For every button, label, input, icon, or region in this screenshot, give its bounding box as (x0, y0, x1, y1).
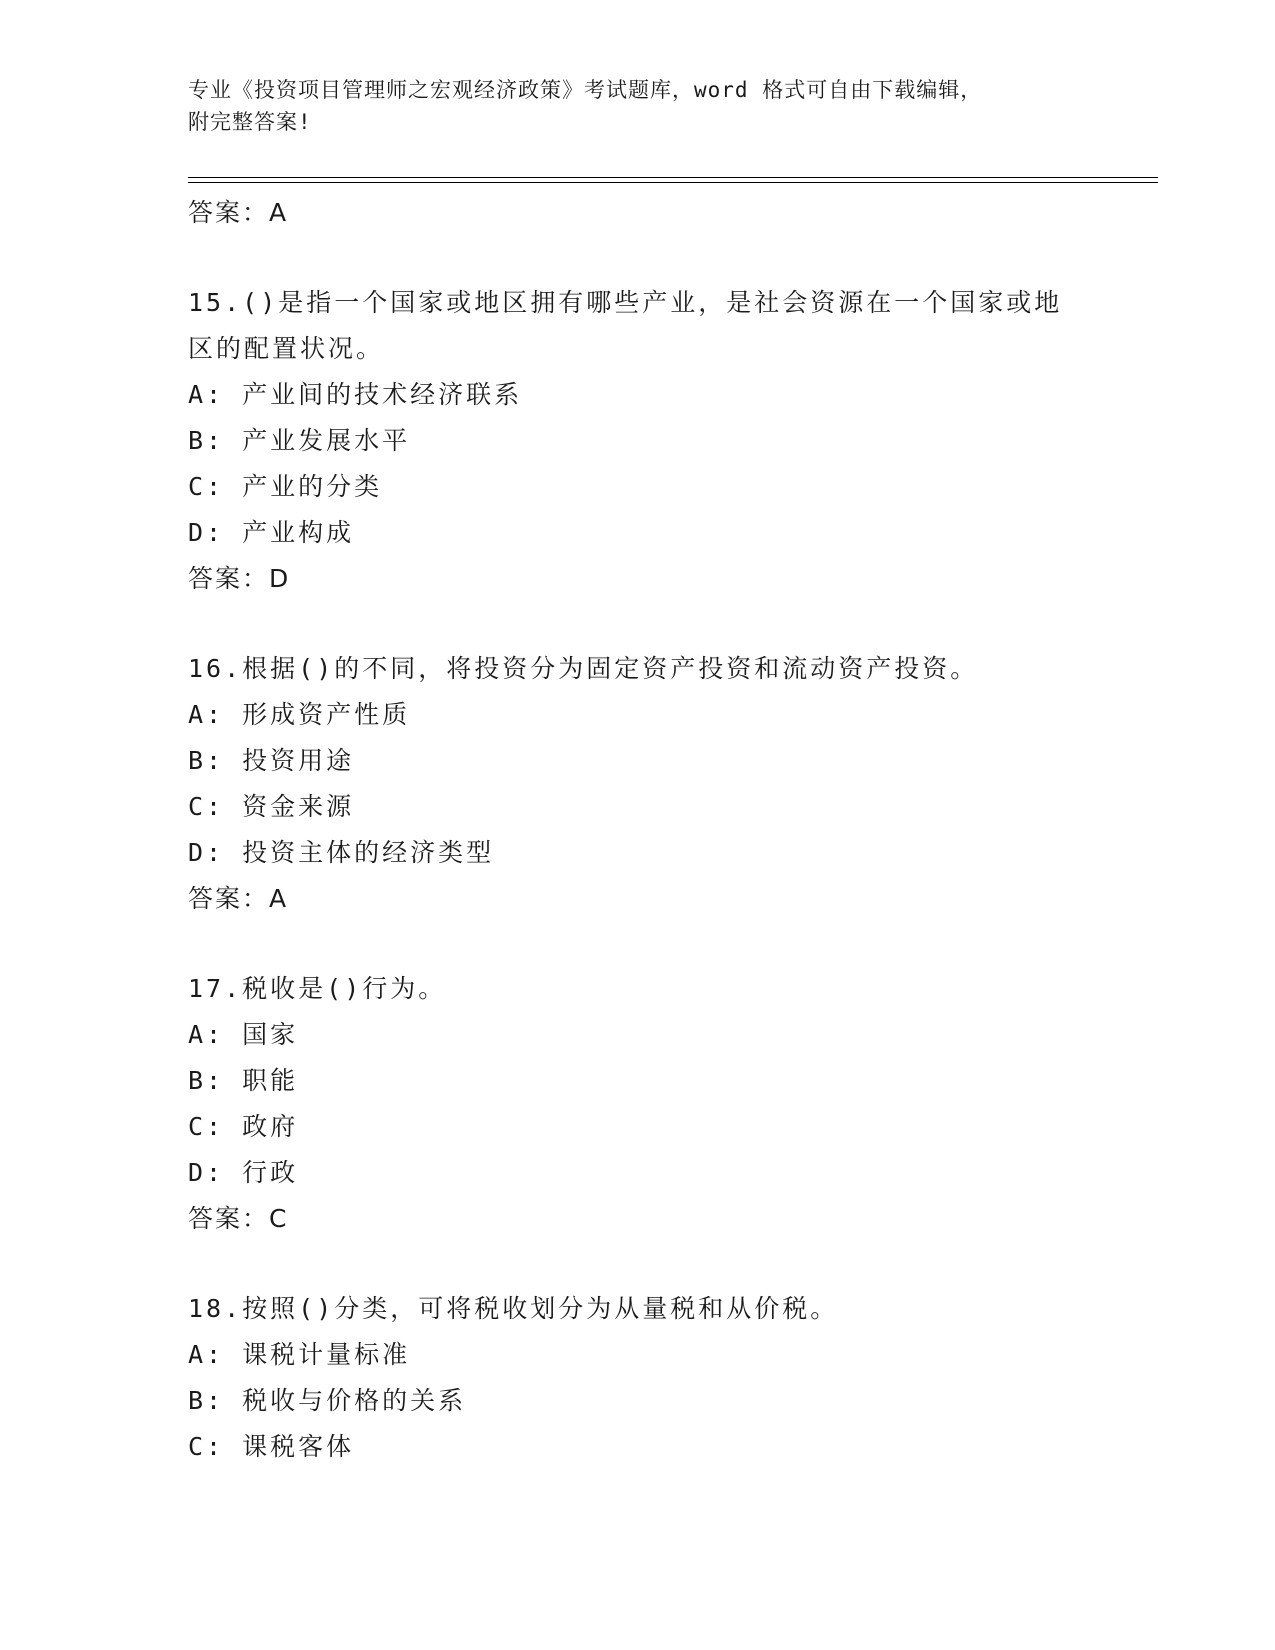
option-b: B: 投资用途 (188, 746, 355, 775)
spacer (188, 602, 1138, 646)
header-line-2: 附完整答案! (188, 110, 312, 134)
option-a: A: 国家 (188, 1020, 299, 1049)
header-divider-top (188, 177, 1158, 178)
header-line-1: 专业《投资项目管理师之宏观经济政策》考试题库，word 格式可自由下载编辑， (188, 78, 983, 102)
spacer (188, 1242, 1138, 1286)
question-stem-continued: 区的配置状况。 (188, 334, 385, 363)
question-stem: 16.根据()的不同，将投资分为固定资产投资和流动资产投资。 (188, 654, 979, 683)
question-stem: 15.()是指一个国家或地区拥有哪些产业，是社会资源在一个国家或地 (188, 288, 1063, 317)
option-d: D: 产业构成 (188, 518, 355, 547)
option-a: A: 形成资产性质 (188, 700, 411, 729)
answer-line: 答案：A (188, 198, 289, 227)
answer-line: 答案：D (188, 564, 291, 593)
question-list (188, 190, 1138, 1470)
question-stem: 17.税收是()行为。 (188, 974, 447, 1003)
answer-line: 答案：C (188, 1204, 289, 1233)
question-18 (188, 1286, 1138, 1470)
question-17 (188, 966, 1138, 1242)
option-a: A: 课税计量标准 (188, 1340, 411, 1369)
spacer (188, 236, 1138, 280)
option-b: B: 产业发展水平 (188, 426, 411, 455)
question-stem: 18.按照()分类，可将税收划分为从量税和从价税。 (188, 1294, 839, 1323)
option-c: C: 产业的分类 (188, 472, 383, 501)
header-divider-bottom (188, 182, 1158, 183)
option-c: C: 政府 (188, 1112, 299, 1141)
option-b: B: 职能 (188, 1066, 299, 1095)
option-d: D: 行政 (188, 1158, 299, 1187)
page-header (188, 74, 1088, 138)
question-15 (188, 280, 1138, 602)
spacer (188, 922, 1138, 966)
option-c: C: 资金来源 (188, 792, 355, 821)
option-a: A: 产业间的技术经济联系 (188, 380, 523, 409)
option-b: B: 税收与价格的关系 (188, 1386, 467, 1415)
option-d: D: 投资主体的经济类型 (188, 838, 495, 867)
option-c: C: 课税客体 (188, 1432, 355, 1461)
question-16 (188, 646, 1138, 922)
answer-line: 答案：A (188, 884, 289, 913)
